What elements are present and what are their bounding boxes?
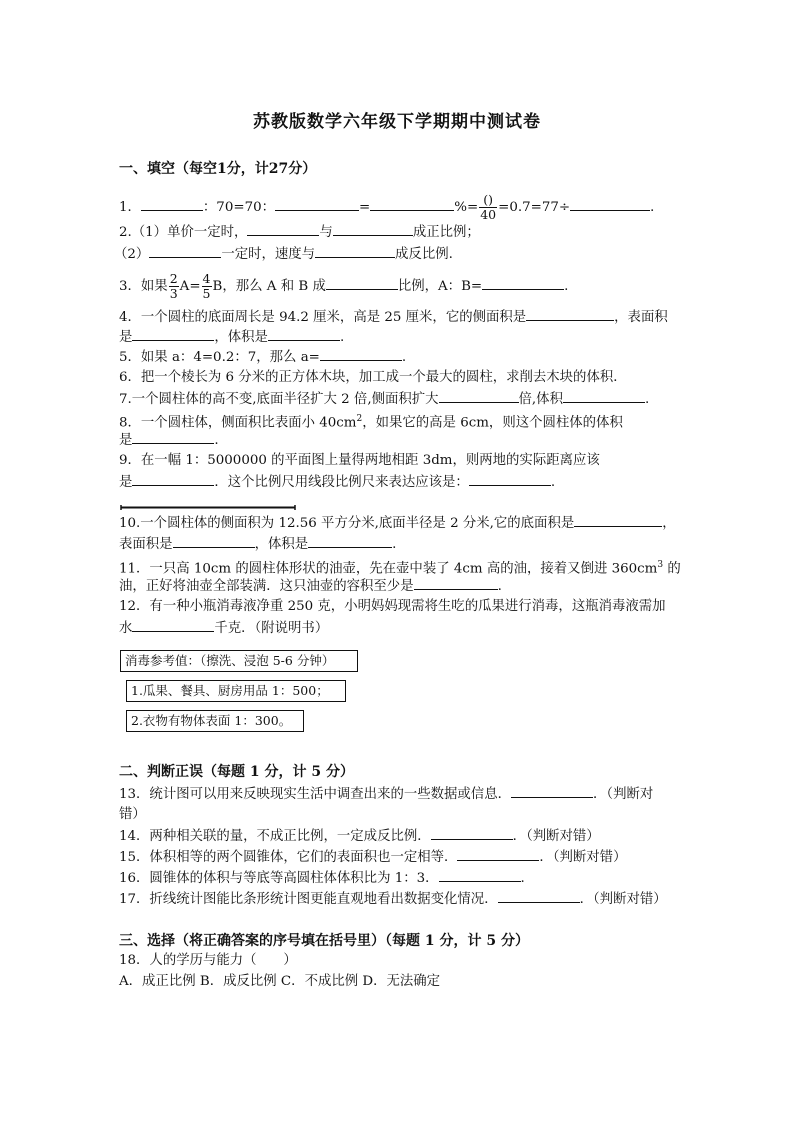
instruction-box-item-2: 2.衣物有物体表面 1：300。 [126, 710, 304, 732]
question-6: 6．把一个棱长为 6 分米的正方体木块，加工成一个最大的圆柱，求削去木块的体积． [119, 370, 627, 385]
fraction: $\frac{4}{5}$ [202, 271, 211, 301]
question-4-line-1: 4．一个圆柱的底面周长是 94.2 厘米，高是 25 厘米，它的侧面积是 ，表面积 [119, 310, 668, 325]
answer-blank[interactable] [526, 308, 614, 321]
answer-blank[interactable] [457, 848, 539, 861]
scale-bar [120, 505, 296, 510]
question-13-line-1: 13．统计图可以用来反映现实生活中调查出来的一些数据或信息． ．（判断对 [119, 787, 654, 802]
answer-blank[interactable] [315, 245, 395, 258]
answer-blank[interactable] [574, 514, 662, 527]
answer-blank[interactable] [431, 827, 513, 840]
answer-blank[interactable] [141, 198, 203, 211]
answer-blank[interactable] [275, 198, 359, 211]
answer-blank[interactable] [570, 198, 650, 211]
section-1-heading: 一、填空（每空1分，计27分） [119, 161, 317, 177]
question-14: 14．两种相关联的量，不成正比例，一定成反比例． ．（判断对错） [119, 829, 600, 844]
question-8-line-2: 是 . [119, 433, 219, 448]
section-3-heading: 三、选择（将正确答案的序号填在括号里）（每题 1 分，计 5 分） [119, 933, 529, 949]
answer-blank[interactable] [511, 785, 593, 798]
answer-blank[interactable] [132, 473, 214, 486]
answer-blank[interactable] [414, 577, 498, 590]
question-8-line-1: 8．一个圆柱体，侧面积比表面小 $40cm^2$，如果它的高是 6cm，则这个圆柱体的体积 [119, 414, 623, 431]
question-3: 3．如果 $\frac{2}{3}$ A= $\frac{4}{5}$ B，那么 A 和 B 成 比例，A：B= . [119, 271, 569, 301]
question-10-line-1: 10.一个圆柱体的侧面积为 12.56 平方分米,底面半径是 2 分米,它的底面积是 ， [119, 516, 676, 531]
page-title: 苏教版数学六年级下学期期中测试卷 [253, 112, 541, 132]
answer-blank[interactable] [308, 535, 392, 548]
question-12-line-1: 12．有一种小瓶消毒液净重 250 克，小明妈妈现需将生吃的瓜果进行消毒，这瓶消毒液需加 [119, 599, 666, 614]
answer-blank[interactable] [247, 223, 319, 236]
question-13-line-2: 错） [119, 807, 146, 822]
answer-blank[interactable] [439, 869, 521, 882]
answer-blank[interactable] [469, 473, 551, 486]
answer-blank[interactable] [333, 223, 413, 236]
question-4-line-2: 是 ，体积是 . [119, 330, 345, 345]
question-15: 15．体积相等的两个圆锥体，它们的表面积也一定相等． ．（判断对错） [119, 850, 627, 865]
question-9-line-1: 9．在一幅 1：5000000 的平面图上量得两地相距 3dm，则两地的实际距离应该 [119, 453, 600, 468]
answer-blank[interactable] [326, 277, 398, 290]
answer-blank[interactable] [370, 198, 454, 211]
fraction: $\frac{2}{3}$ [169, 271, 178, 301]
question-7: 7.一个圆柱体的高不变,底面半径扩大 2 倍,侧面积扩大 倍,体积 . [119, 392, 650, 407]
answer-blank[interactable] [482, 277, 564, 290]
answer-blank[interactable] [132, 619, 214, 632]
question-18-options: A．成正比例 B．成反比例 C．不成比例 D．无法确定 [119, 974, 441, 989]
question-18: 18．人的学历与能力（ ） [119, 953, 297, 968]
answer-blank[interactable] [173, 535, 255, 548]
section-2-heading: 二、判断正误（每题 1 分，计 5 分） [119, 764, 354, 780]
question-9-line-2: 是 ．这个比例尺用线段比例尺来表达应该是： . [119, 475, 556, 490]
question-16: 16．圆锥体的体积与等底等高圆柱体体积比为 1：3． . [119, 871, 525, 886]
question-2-part-2: （2） 一定时，速度与 成反比例. [114, 247, 453, 262]
answer-blank[interactable] [563, 390, 645, 403]
answer-blank[interactable] [132, 328, 214, 341]
question-11-line-1: 11．一只高 10cm 的圆柱体形状的油壶，先在壶中装了 4cm 高的油，接着又倒进 $360cm^3$ 的 [119, 560, 681, 577]
question-12-line-2: 水 千克．（附说明书） [119, 621, 329, 636]
question-11-line-2: 油，正好将油壶全部装满．这只油壶的容积至少是 . [119, 579, 502, 594]
question-5: 5．如果 a：4=0.2：7，那么 a= . [119, 350, 407, 365]
answer-blank[interactable] [149, 245, 221, 258]
question-17: 17．折线统计图能比条形统计图更能直观地看出数据变化情况． ．（判断对错） [119, 892, 667, 907]
answer-blank[interactable] [320, 348, 402, 361]
instruction-box-item-1: 1.瓜果、餐具、厨房用品 1：500； [126, 680, 346, 702]
answer-blank[interactable] [268, 328, 340, 341]
question-10-line-2: 表面积是 ，体积是 . [119, 537, 397, 552]
question-1: 1． ：70=70： = %= $\frac{()}{40}$ =0.7=77÷ ． [119, 192, 664, 222]
fraction: $\frac{()}{40}$ [480, 192, 497, 222]
answer-blank[interactable] [132, 431, 214, 444]
question-2-part-1: 2.（1）单价一定时， 与 成正比例； [119, 225, 480, 240]
answer-blank[interactable] [439, 390, 519, 403]
answer-blank[interactable] [498, 890, 580, 903]
instruction-box-header: 消毒参考值：（擦洗、浸泡 5-6 分钟） [120, 650, 358, 672]
